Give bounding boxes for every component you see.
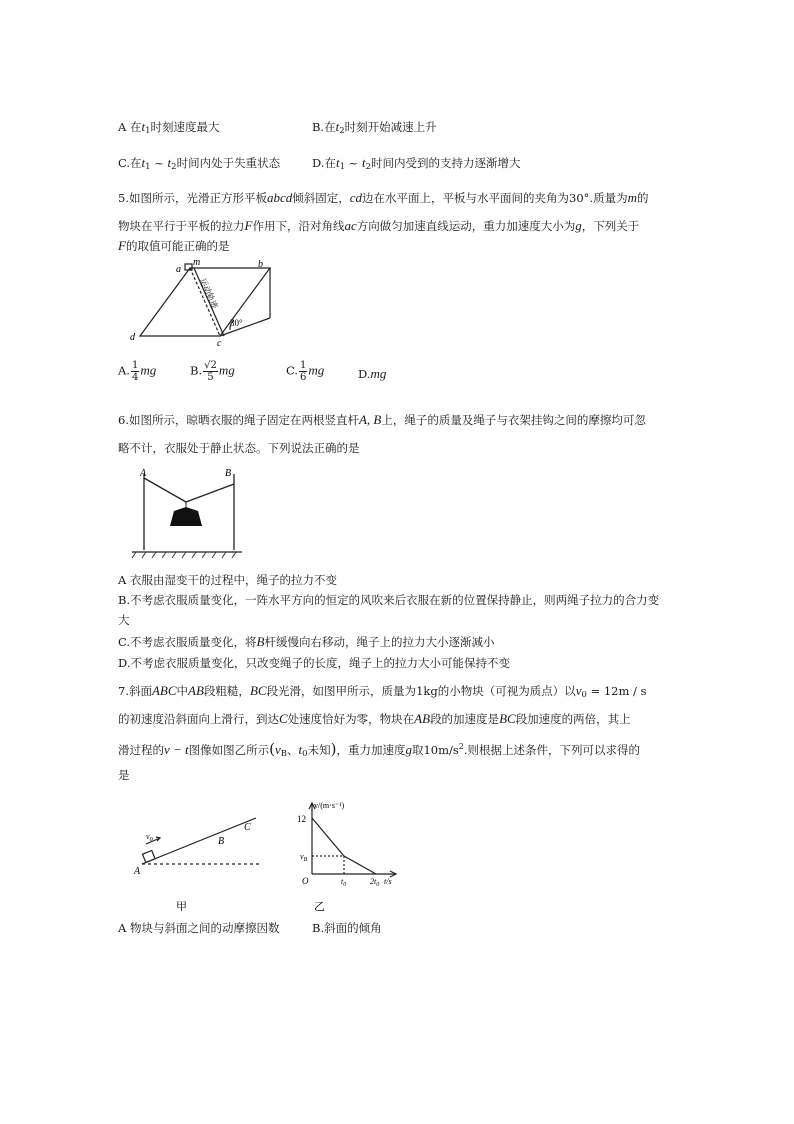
- tick-vb: $v_B$: [300, 852, 308, 863]
- q7-stem-line3: 滑过程的v − t图像如图乙所示($v_B$、$t_0$未知)，重力加速度g取$10m/s^2$.则根据上述条件，下列可以求得的: [118, 740, 641, 759]
- ground-hatch: [132, 552, 236, 558]
- q6-option-a[interactable]: A 衣服由湿变干的过程中，绳子的拉力不变: [118, 573, 337, 587]
- support-base: [220, 318, 270, 336]
- label-b: B: [225, 468, 232, 479]
- rope-left: [144, 478, 186, 502]
- label-b: B: [218, 836, 225, 847]
- q5-option-b[interactable]: B. $\frac{√2}{5}$ mg: [190, 360, 235, 383]
- q5-stem-line1: 5.如图所示，光滑正方形平板abcd倾斜固定，cd边在水平面上，平板与水平面间的夹角为30°.质量为m的: [118, 190, 649, 205]
- q4-option-d[interactable]: D.在$t_1$ ~ $t_2$时间内受到的支持力逐渐增大: [312, 155, 521, 172]
- label-a: A: [140, 468, 147, 479]
- q7-figure-vt-graph: [292, 798, 402, 912]
- q6-option-b-cont: 大: [118, 613, 130, 627]
- q5-option-c[interactable]: C. $\frac{1}{6}$ mg: [286, 360, 325, 383]
- label-a: A: [134, 866, 141, 877]
- label-m: m: [193, 258, 201, 268]
- q6-stem-line1: 6.如图所示，晾晒衣服的绳子固定在两根竖直杆A, B上，绳子的质量及绳子与衣架挂钩之间的摩擦均可忽: [118, 412, 646, 427]
- t-axis-label: t/s: [384, 877, 392, 886]
- q7-stem-line2: 的初速度沿斜面向上滑行，到达C处速度恰好为零，物块在AB段的加速度是BC段加速度的两倍，其上: [118, 711, 631, 726]
- origin-label: O: [302, 876, 309, 886]
- incline-surface: [142, 818, 256, 864]
- tick-t0: $t_0$: [341, 877, 347, 888]
- q5-stem-line2: 物块在平行于平板的拉力F作用下，沿对角线ac方向做匀加速直线运动，重力加速度大小为g，下列关于: [118, 218, 640, 233]
- label-c: C: [244, 822, 251, 833]
- q6-figure-clothesline: [130, 466, 245, 561]
- label-track: 运动轨迹: [198, 277, 220, 311]
- rope-right: [186, 484, 234, 502]
- q6-option-c[interactable]: C.不考虑衣服质量变化，将B杆缓慢向右移动，绳子上的拉力大小逐渐减小: [118, 634, 495, 649]
- block: [142, 850, 155, 862]
- q7-figure-incline: [132, 812, 267, 912]
- caption-yi: 乙: [314, 901, 325, 912]
- q5-figure-inclined-plate: [130, 258, 275, 346]
- q5-option-a[interactable]: A. $\frac{1}{4}$ mg: [118, 360, 157, 383]
- label-c: c: [217, 338, 222, 346]
- tick-2t0: $2t_0$: [370, 877, 380, 888]
- q6-option-b[interactable]: B.不考虑衣服质量变化，一阵水平方向的恒定的风吹来后衣服在新的位置保持静止，则两绳子拉力的合力变: [118, 593, 660, 607]
- q7-stem-line4: 是: [118, 768, 130, 782]
- label-b: b: [258, 259, 263, 270]
- q7-option-a[interactable]: A 物块与斜面之间的动摩擦因数: [118, 921, 280, 935]
- q4-option-b[interactable]: B.在$t_2$时刻开始减速上升: [312, 119, 437, 136]
- label-a: a: [176, 264, 181, 275]
- clothes-on-hanger: [170, 502, 202, 526]
- v-axis-label: v/(m·s⁻¹): [314, 801, 345, 810]
- q5-option-d[interactable]: D.mg: [358, 366, 387, 381]
- label-v0: $v_0$: [146, 832, 153, 843]
- label-angle: 30°: [230, 318, 243, 328]
- q5-stem-line3: F的取值可能正确的是: [118, 238, 230, 253]
- q6-option-d[interactable]: D.不考虑衣服质量变化，只改变绳子的长度，绳子上的拉力大小可能保持不变: [118, 656, 510, 670]
- tick-12: 12: [297, 814, 306, 824]
- caption-jia: 甲: [176, 901, 187, 912]
- q7-option-b[interactable]: B.斜面的倾角: [312, 921, 382, 935]
- label-d: d: [130, 332, 135, 343]
- q4-option-c[interactable]: C.在$t_1$ ~ $t_2$时间内处于失重状态: [118, 155, 281, 172]
- q4-option-a[interactable]: A 在$t_1$时刻速度最大: [118, 119, 220, 136]
- q6-stem-line2: 略不计，衣服处于静止状态。下列说法正确的是: [118, 441, 360, 455]
- q7-stem-line1: 7.斜面ABC中AB段粗糙，BC段光滑，如图甲所示，质量为1kg的小物块（可视为质点）以$v_0 = 12m / s$: [118, 683, 647, 700]
